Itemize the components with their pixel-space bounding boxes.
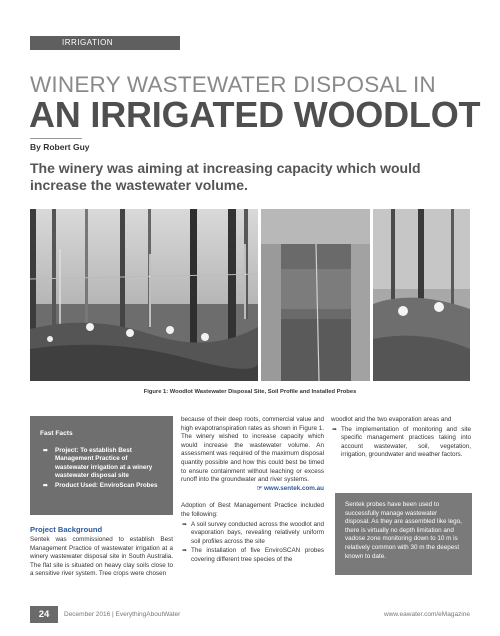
fast-facts-item: ➠ Project: To establish Best Management Practice of wastewater irrigation at a winery wastewater disposal site <box>43 447 153 480</box>
double-arrow-icon: ➠ <box>182 521 188 528</box>
section-label: IRRIGATION <box>30 36 180 50</box>
woodlot-photo <box>30 209 258 381</box>
byline: By Robert Guy <box>30 142 90 152</box>
paragraph: woodlot and the two evaporation areas and <box>331 416 452 423</box>
fast-facts-list <box>40 447 163 490</box>
list-item: ➠ The implementation of monitoring and site specific management practices taking into account wastewater, soil, vegetation, irrigation, groundwater and weather factors. <box>332 425 471 459</box>
list-item: ➠ A soil survey conducted across the woodlot and evaporation bays, revealing relatively uniform soil profiles across the site <box>182 520 324 545</box>
paragraph: Adoption of Best Management Practice included the following: <box>181 502 324 518</box>
soil-profile-photo <box>261 209 370 381</box>
standfirst: The winery was aiming at increasing capacity which would increase the wastewater volume. <box>30 160 421 193</box>
body-column-3 <box>331 416 471 460</box>
body-column-2 <box>181 416 324 565</box>
byline-rule <box>30 138 82 139</box>
article-headline: AN IRRIGATED WOODLOT <box>29 94 481 135</box>
double-arrow-icon: ➠ <box>332 426 338 433</box>
footer-issue: December 2016 | EverythingAboutWater <box>64 611 181 618</box>
practice-list-continued <box>331 426 471 460</box>
paragraph: Sentek was commissioned to establish Best Management Practice of wastewater irrigation at a winery wastewater disposal site in South Australia. The flat site is situated on heavy clay soils close to a sensitive river system. Tree crops were chosen <box>30 536 173 578</box>
footer-url[interactable]: www.eawater.com/eMagazine <box>384 611 470 618</box>
pull-quote-box: Sentek probes have been used to successfully manage wastewater disposal. As they are assembled like lego, there is virtually no depth limitation and vadose zone monitoring down to 10 m is relatively common with 30 m the deepest known to date. <box>335 493 472 575</box>
sentek-weblink[interactable]: ☞ www.sentek.com.au <box>256 484 324 492</box>
double-arrow-icon: ➠ <box>43 482 49 489</box>
body-column-1 <box>30 536 173 579</box>
article-kicker: WINERY WASTEWATER DISPOSAL IN <box>30 72 436 97</box>
practice-list <box>181 521 324 565</box>
double-arrow-icon: ➠ <box>43 448 49 454</box>
web-icon: ☞ <box>256 484 263 492</box>
figure-photos <box>30 209 470 381</box>
page-number: 24 <box>30 606 58 623</box>
fast-facts-item: ➠ Product Used: EnviroScan Probes <box>43 481 158 489</box>
fast-facts-title: Fast Facts <box>40 430 73 437</box>
paragraph: because of their deep roots, commercial value and high evapotranspiration rates as shown in Figure 1. The winery wished to increase capacity which would increase the wastewater volume. An assessment was required of the maximum disposal quantity possible and how this could best be timed to ensure containment without leaching or excess runoff into the groundwater and river systems. <box>181 416 324 484</box>
fast-facts-box <box>30 416 173 515</box>
installed-probes-photo <box>373 209 470 381</box>
double-arrow-icon: ➠ <box>182 548 188 555</box>
figure-caption: Figure 1: Woodlot Wastewater Disposal Site, Soil Profile and Installed Probes <box>143 389 357 395</box>
project-background-heading: Project Background <box>30 525 103 534</box>
list-item: ➠ The installation of five EnviroSCAN probes covering different tree species of the <box>182 547 324 563</box>
